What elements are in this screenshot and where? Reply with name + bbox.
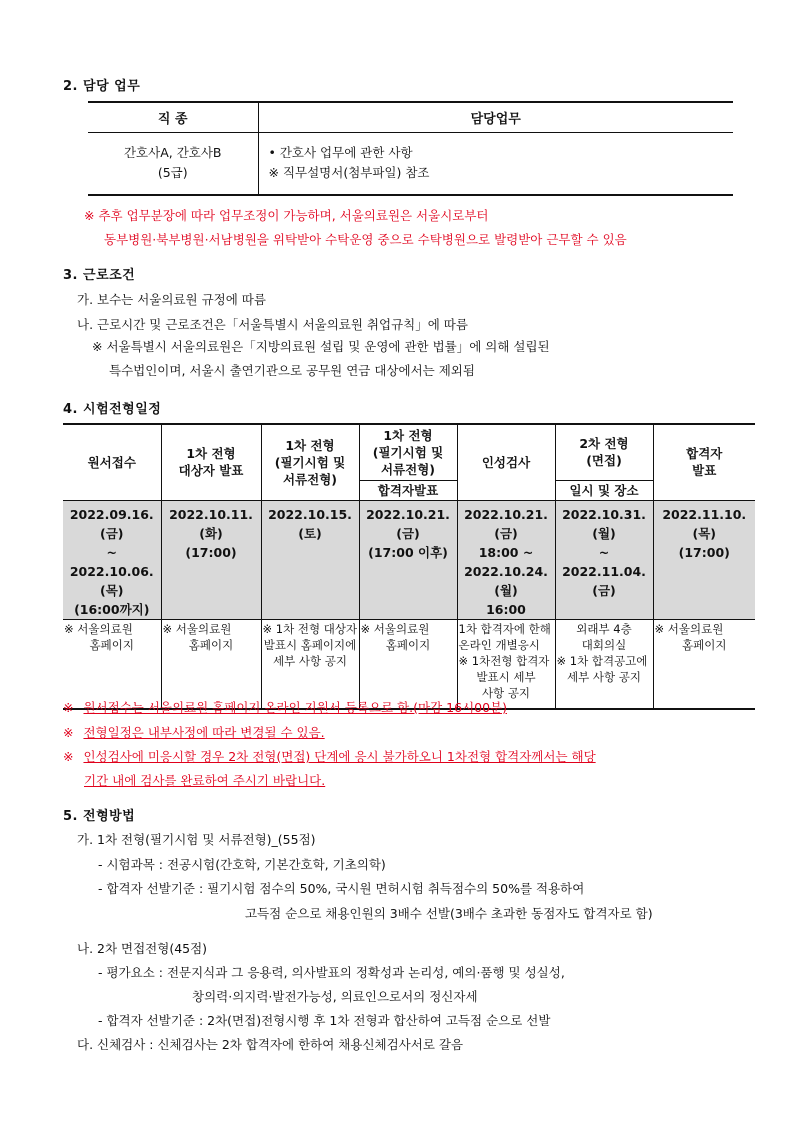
duty-desc-line2: ※ 직무설명서(첨부파일) 참조 [268,165,430,181]
header-text: (면접) [586,453,622,469]
note-text: 1차 합격자에 한해 [458,621,551,636]
note-text: 온라인 개별응시 [458,637,540,652]
remark-text: 전형일정은 내부사정에 따라 변경될 수 있음. [83,725,325,740]
duty-table [88,101,733,196]
schedule-table [63,423,755,710]
date-text: 2022.10.15.(토) [268,506,352,541]
schedule-header-first-exam [261,424,359,500]
job-grade: (5급) [157,165,188,181]
note-cell [63,619,161,709]
header-text: 2차 전형 [579,436,629,452]
date-text: 2022.11.04.(금) [562,563,646,598]
section-4-heading: 4. 시험전형일정 [63,402,162,417]
schedule-header-first-candidates [161,424,261,500]
date-text: 2022.10.24.(월) [464,563,548,598]
date-text: 2022.09.16.(금) [69,506,154,541]
date-cell [555,500,653,619]
section-5-da: 다. 신체검사 : 신체검사는 2차 합격자에 한하여 채용신체검사서로 갈음 [77,1037,464,1052]
note-text: ※ 1차전형 합격자 [458,653,550,668]
section-3-note-line2: 특수법인이며, 서울시 출연기관으로 공무원 연금 대상에서는 제외됨 [109,363,475,378]
note-text: 세부 사항 공지 [273,653,347,668]
note-text: 홈페이지 [385,637,431,652]
note-text: 사항 공지 [481,685,531,700]
date-text: ~ [106,544,117,560]
date-text: (17:00) [678,544,730,560]
note-cell [653,619,755,709]
section-5-ga-criteria-line1: - 합격자 선발기준 : 필기시험 점수의 50%, 국시원 면허시험 취득점수의 50%를 적용하여 [98,881,585,896]
note-text: 발표시 홈페이지에 [263,637,357,652]
date-text: (16:00까지) [74,601,150,617]
section-5-na: 나. 2차 면접전형(45점) [77,941,208,956]
schedule-notes-row [63,619,755,709]
header-text: (필기시험 및 [372,444,444,460]
note-text: 홈페이지 [89,637,134,652]
section-2-heading: 2. 담당 업무 [63,79,141,94]
date-text: 2022.10.31.(월) [562,506,646,541]
duty-job-cell [88,132,258,195]
schedule-header-final-result [653,424,755,500]
date-text: 2022.10.21.(금) [464,506,548,541]
note-text: 외래부 4층 [576,621,632,636]
schedule-remark-1 [63,698,507,716]
header-text: 1차 전형 [383,427,433,443]
schedule-header-personality-test: 인성검사 [457,424,555,500]
note-text: ※ 서울의료원 [162,621,232,636]
schedule-remark-2 [63,723,325,741]
header-text: 발표 [692,463,717,479]
date-cell [457,500,555,619]
duty-header-job: 직 종 [88,102,258,132]
job-title: 간호사A, 간호사B [123,145,222,161]
date-cell [653,500,755,619]
schedule-remark-3-line2: 기간 내에 검사를 완료하여 주시기 바랍니다. [84,773,326,788]
section-5-na-criteria: - 합격자 선발기준 : 2차(면접)전형시행 후 1차 전형과 합산하여 고득점 순으로 선발 [98,1013,551,1028]
note-text: 발표시 세부 [476,669,536,684]
note-text: ※ 1차 전형 대상자 [262,621,358,636]
duty-desc-line1: • 간호사 업무에 관한 사항 [268,145,413,161]
section-5-na-factors-line1: - 평가요소 : 전문지식과 그 응용력, 의사발표의 정확성과 논리성, 예의·품행 및 성실성, [98,965,565,980]
section-5-na-factors-line2: 창의력·의지력·발전가능성, 의료인으로서의 정신자세 [192,989,478,1004]
section-5-heading: 5. 전형방법 [63,809,136,824]
header-text: 서류전형) [282,471,337,487]
header-text: 서류전형) [380,461,435,477]
section-5-ga: 가. 1차 전형(필기시험 및 서류전형)_(55점) [77,832,316,847]
note-text: 대회의실 [581,637,627,652]
schedule-dates-row [63,500,755,619]
date-text: 2022.11.10.(목) [662,506,747,541]
section-3-item-na: 나. 근로시간 및 근로조건은「서울특별시 서울의료원 취업규칙」에 따름 [77,317,468,332]
duty-desc-cell [258,132,733,195]
note-text: ※ 서울의료원 [64,621,133,636]
note-text: 홈페이지 [682,637,727,652]
remark-mark: ※ [63,700,74,715]
header-text: 대상자 발표 [178,463,244,479]
date-cell [161,500,261,619]
section-2-notice-line2: 동부병원·북부병원·서남병원을 위탁받아 수탁운영 중으로 수탁병원으로 발령받아 근무할 수 있음 [104,232,627,247]
date-cell [261,500,359,619]
date-text: 16:00 [486,601,526,617]
note-text: 홈페이지 [188,637,234,652]
date-text: 2022.10.21.(금) [366,506,450,541]
note-cell [161,619,261,709]
note-cell [457,619,555,709]
note-cell [555,619,653,709]
date-text: (17:00 이후) [368,544,448,560]
note-cell [261,619,359,709]
remark-text: 원서접수는 서울의료원 홈페이지 온라인 지원서 등록으로 함.(마감 16시00분) [83,700,507,715]
section-3-heading: 3. 근로조건 [63,268,136,283]
schedule-header-interview [555,424,653,480]
schedule-subheader-result: 합격자발표 [359,480,457,500]
duty-header-duty: 담당업무 [258,102,733,132]
note-text: ※ 1차 합격공고에 [556,653,648,668]
header-text: (필기시험 및 [274,454,346,470]
section-2-notice-line1: ※ 추후 업무분장에 따라 업무조정이 가능하며, 서울의료원은 서울시로부터 [84,208,489,223]
date-text: 2022.10.06.(목) [69,563,154,598]
section-5-ga-criteria-line2: 고득점 순으로 채용인원의 3배수 선발(3배수 초과한 동점자도 합격자로 함) [245,906,653,921]
schedule-remark-3 [63,747,596,765]
date-cell [359,500,457,619]
remark-mark: ※ [63,725,74,740]
note-cell [359,619,457,709]
section-5-ga-subject: - 시험과목 : 전공시험(간호학, 기본간호학, 기초의학) [98,857,386,872]
schedule-subheader-datetime: 일시 및 장소 [555,480,653,500]
remark-text: 인성검사에 미응시할 경우 2차 전형(면접) 단계에 응시 불가하오니 1차전형 합격자께서는 해당 [83,749,596,764]
date-text: 18:00 ~ [478,544,534,560]
header-text: 1차 전형 [186,446,236,462]
remark-mark: ※ [63,749,74,764]
section-3-note-line1: ※ 서울특별시 서울의료원은「지방의료원 설립 및 운영에 관한 법률」에 의해 설립된 [92,339,550,354]
note-text: ※ 서울의료원 [360,621,430,636]
schedule-header-application: 원서접수 [63,424,161,500]
header-text: 합격자 [686,446,723,462]
header-text: 1차 전형 [285,437,335,453]
date-cell [63,500,161,619]
date-text: ~ [598,544,610,560]
note-text: 세부 사항 공지 [567,669,641,684]
date-text: 2022.10.11.(화) [169,506,253,541]
date-text: (17:00) [185,544,237,560]
section-3-item-ga: 가. 보수는 서울의료원 규정에 따름 [77,292,266,307]
schedule-header-first-result [359,424,457,480]
note-text: ※ 서울의료원 [654,621,724,636]
